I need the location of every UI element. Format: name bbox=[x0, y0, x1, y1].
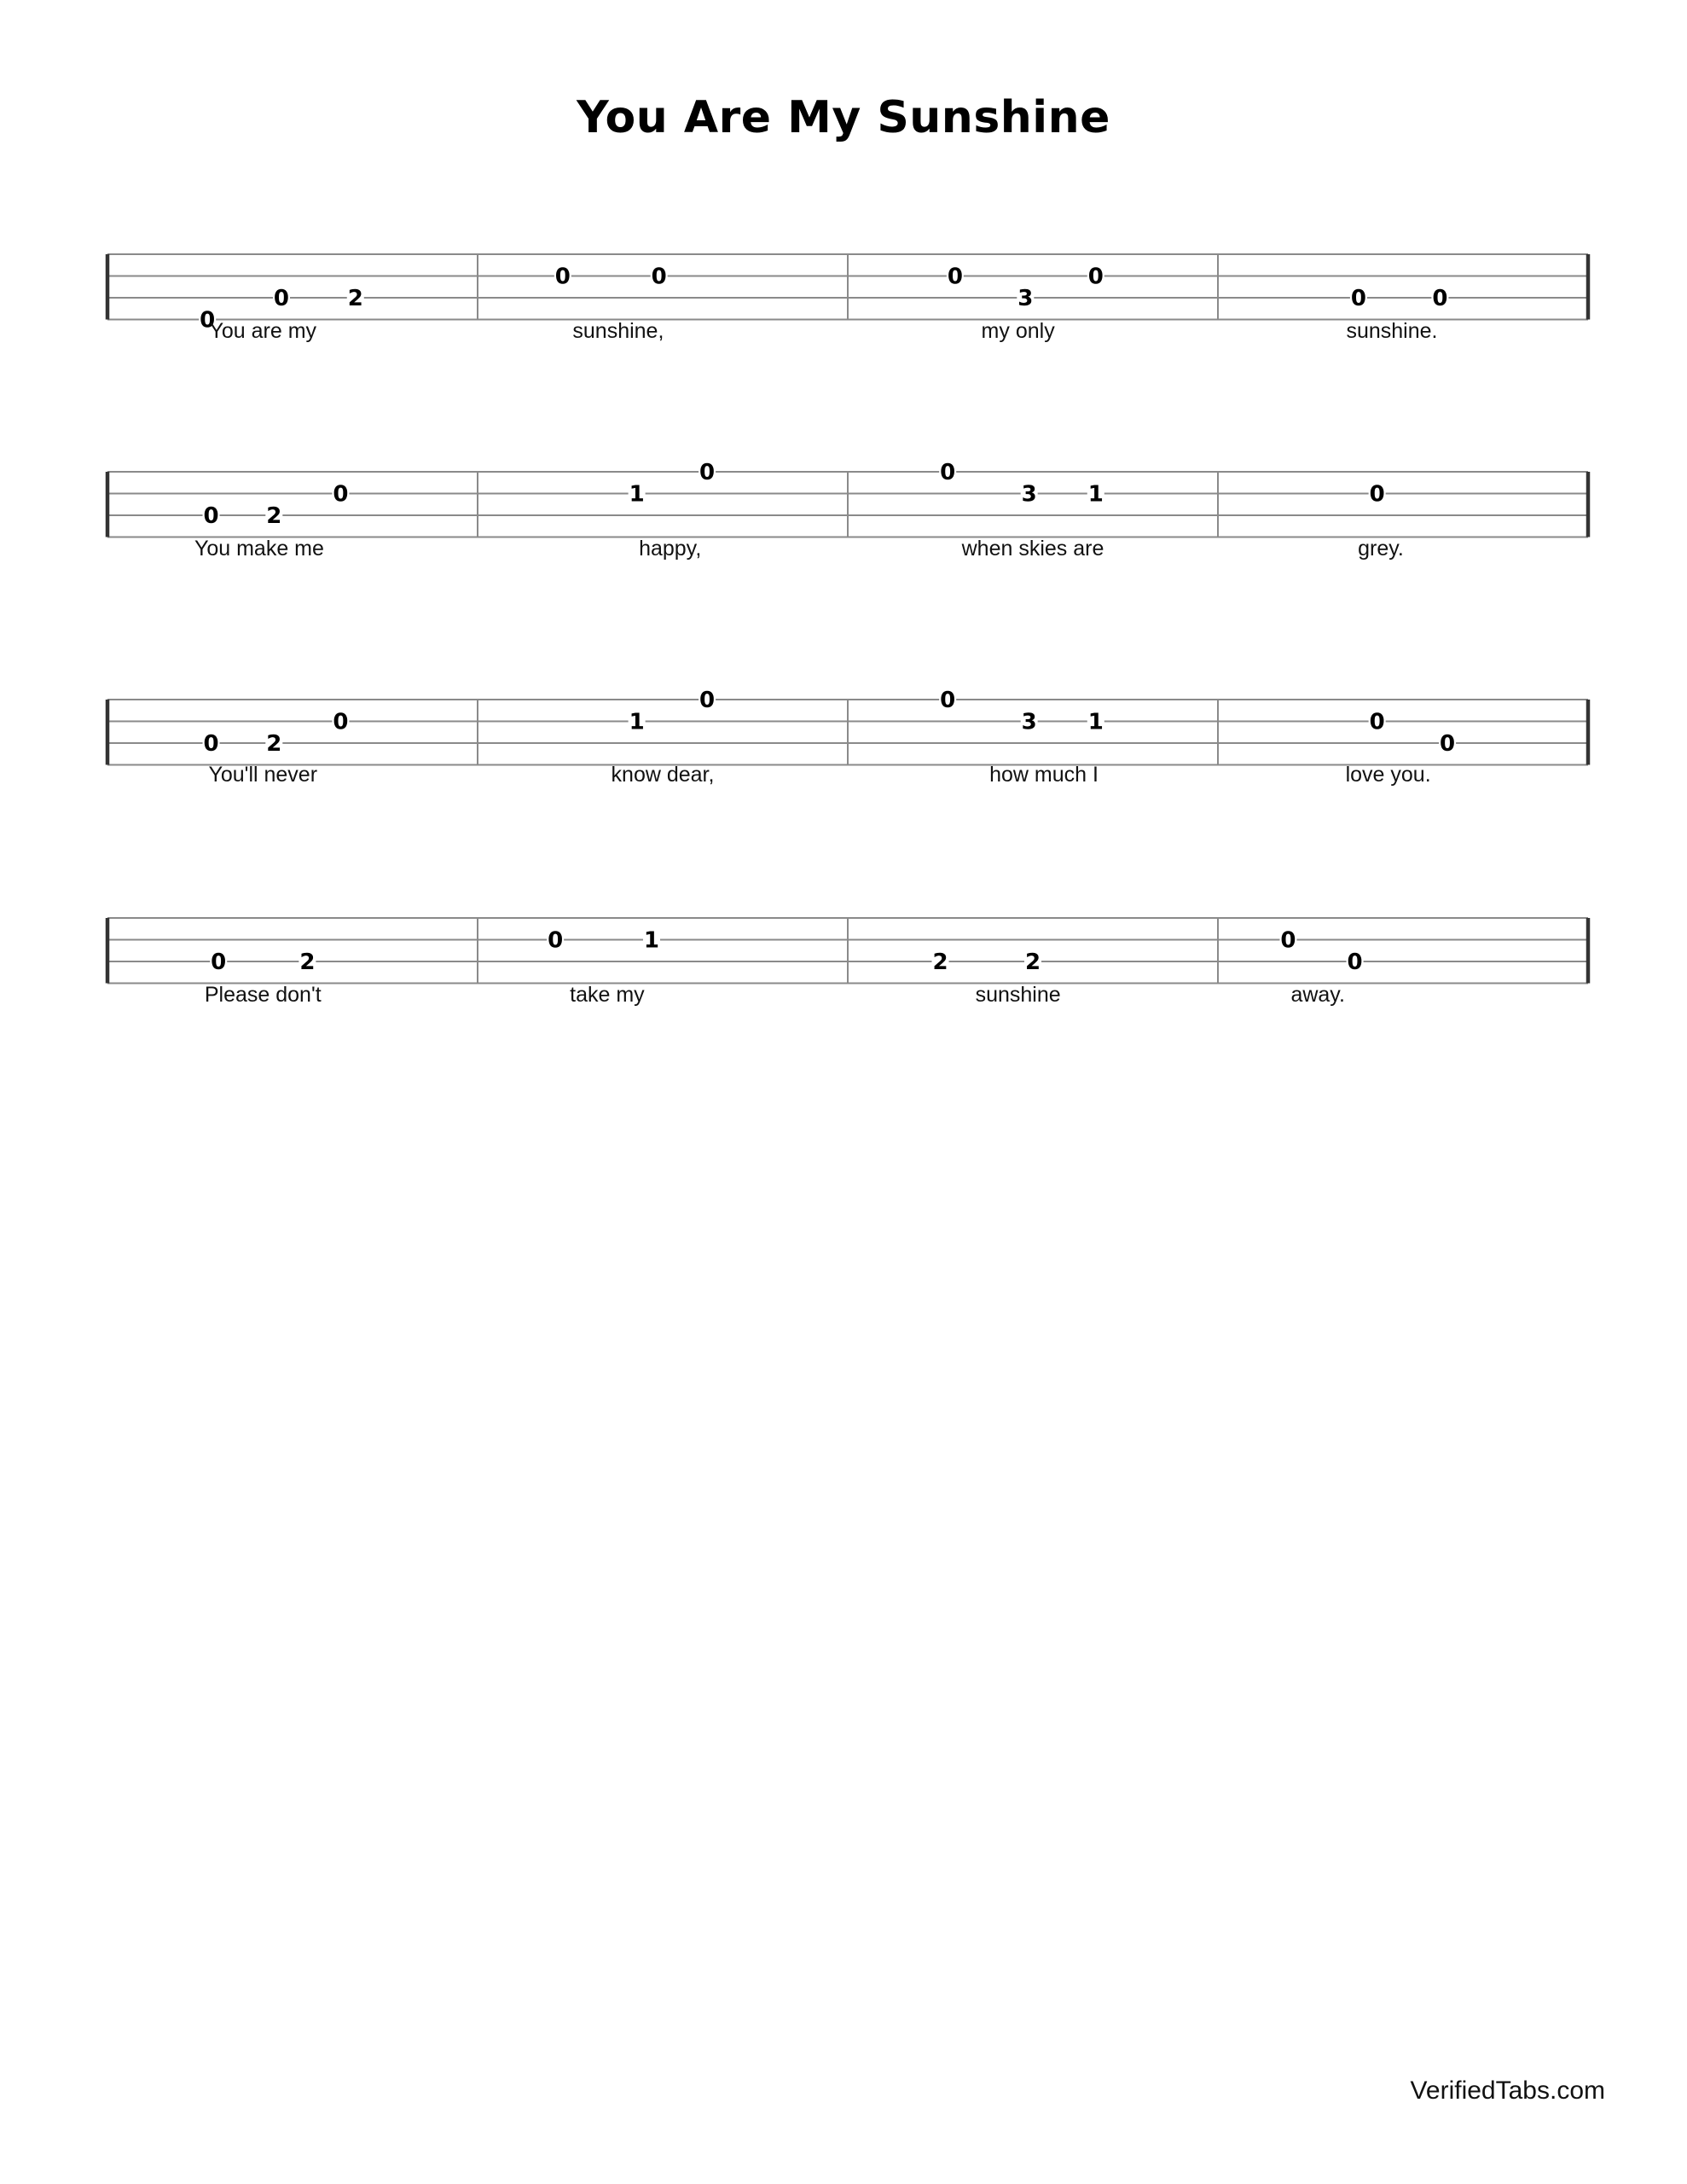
fret-number: 2 bbox=[932, 950, 948, 975]
lyric-text: take my bbox=[570, 983, 645, 1007]
fret-number: 0 bbox=[1350, 286, 1366, 311]
fret-number: 0 bbox=[203, 731, 219, 757]
fret-number: 0 bbox=[211, 950, 227, 975]
lyric-text: sunshine bbox=[975, 983, 1061, 1007]
fret-number: 3 bbox=[1021, 709, 1037, 735]
fret-number: 0 bbox=[699, 460, 716, 485]
fret-number: 0 bbox=[200, 307, 216, 334]
fret-number: 2 bbox=[266, 503, 282, 529]
lyric-text: my only bbox=[981, 319, 1055, 343]
fret-number: 3 bbox=[1021, 481, 1037, 508]
lyric-text: You are my bbox=[209, 319, 317, 343]
fret-number: 0 bbox=[1280, 927, 1296, 954]
fret-number: 0 bbox=[1440, 731, 1456, 757]
footer-watermark: VerifiedTabs.com bbox=[1410, 2077, 1605, 2105]
lyric-text: grey. bbox=[1358, 537, 1404, 561]
lyric-text: how much I bbox=[989, 763, 1099, 787]
fret-number: 0 bbox=[1432, 286, 1448, 311]
fret-number: 0 bbox=[554, 264, 571, 290]
fret-number: 0 bbox=[1369, 709, 1385, 735]
fret-number: 0 bbox=[1087, 264, 1104, 290]
fret-number: 2 bbox=[347, 286, 363, 311]
lyric-text: love you. bbox=[1345, 763, 1431, 787]
fret-number: 0 bbox=[940, 688, 956, 713]
fret-number: 2 bbox=[1024, 950, 1041, 975]
fret-number: 0 bbox=[651, 264, 667, 290]
fret-number: 0 bbox=[333, 481, 349, 508]
fret-number: 0 bbox=[1347, 950, 1363, 975]
lyric-text: sunshine, bbox=[572, 319, 664, 343]
fret-number: 0 bbox=[273, 286, 290, 311]
fret-number: 0 bbox=[940, 460, 956, 485]
fret-number: 1 bbox=[1087, 481, 1104, 508]
fret-number: 0 bbox=[548, 927, 564, 954]
lyric-text: You'll never bbox=[208, 763, 318, 787]
lyric-text: know dear, bbox=[611, 763, 715, 787]
fret-number: 3 bbox=[1017, 286, 1034, 311]
fret-number: 0 bbox=[947, 264, 963, 290]
lyric-text: sunshine. bbox=[1346, 319, 1438, 343]
lyric-text: happy, bbox=[639, 537, 702, 561]
fret-number: 1 bbox=[629, 481, 645, 508]
fret-number: 0 bbox=[699, 688, 716, 713]
fret-number: 1 bbox=[629, 709, 645, 735]
fret-number: 0 bbox=[203, 503, 219, 529]
fret-number: 2 bbox=[299, 950, 316, 975]
lyric-text: when skies are bbox=[961, 537, 1104, 561]
lyric-text: away. bbox=[1290, 983, 1345, 1007]
fret-number: 0 bbox=[333, 709, 349, 735]
fret-number: 1 bbox=[1087, 709, 1104, 735]
lyric-text: You make me bbox=[194, 537, 324, 561]
fret-number: 2 bbox=[266, 731, 282, 757]
song-title: You Are My Sunshine bbox=[577, 92, 1110, 143]
lyric-text: Please don't bbox=[204, 983, 322, 1007]
fret-number: 1 bbox=[643, 927, 660, 954]
fret-number: 0 bbox=[1369, 481, 1385, 508]
